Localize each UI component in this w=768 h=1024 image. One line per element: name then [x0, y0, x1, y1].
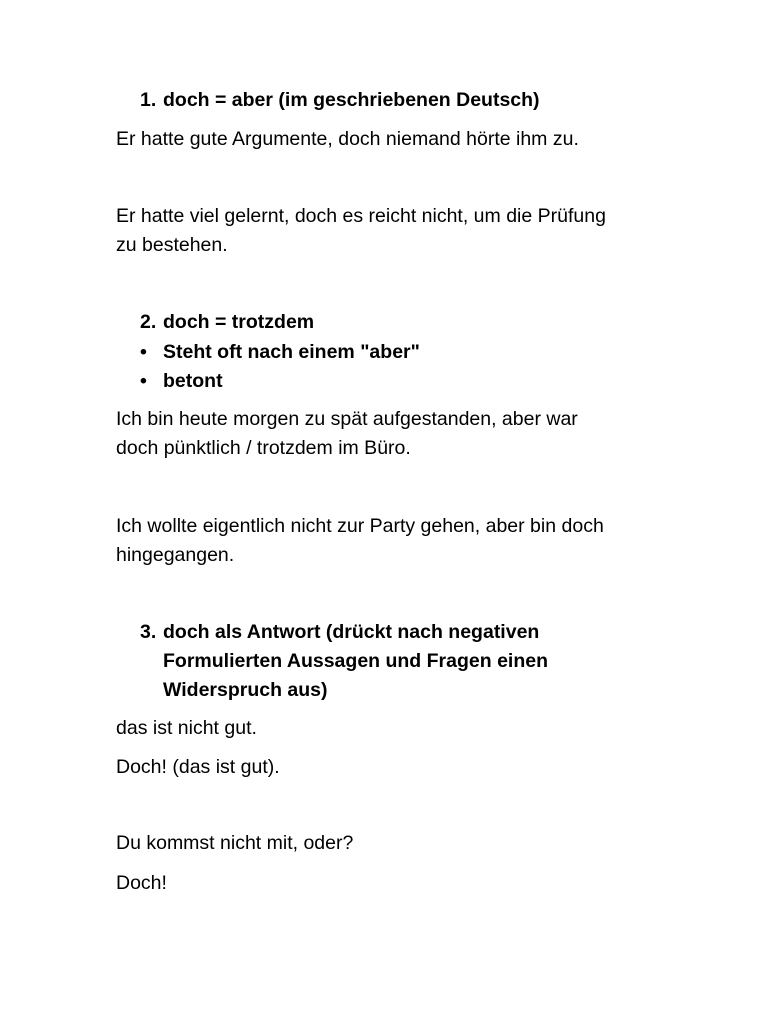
section-2-bullet-2-text: betont [163, 370, 223, 392]
section-1-heading [140, 86, 540, 115]
section-3-heading-line-1: doch als Antwort (drückt nach negativen [163, 621, 540, 643]
section-2-example-2-line-2: hingegangen. [116, 544, 235, 566]
section-2-bullet-1-text: Steht oft nach einem "aber" [163, 341, 420, 363]
section-3-heading-line-2: Formulierten Aussagen und Fragen einen [163, 650, 549, 672]
section-3-heading [140, 618, 539, 647]
section-3-number: 3. [140, 621, 157, 643]
section-3-example-2-reply: Doch! [116, 872, 167, 894]
section-3-example-1-statement: das ist nicht gut. [116, 717, 257, 739]
section-2-heading-text: doch = trotzdem [163, 311, 315, 333]
section-2-bullet-2 [140, 367, 223, 396]
section-3-example-1-reply: Doch! (das ist gut). [116, 756, 280, 778]
section-1-heading-text: doch = aber (im geschriebenen Deutsch) [163, 89, 540, 111]
section-3-example-2-question: Du kommst nicht mit, oder? [116, 832, 354, 854]
section-2-example-2-line-1: Ich wollte eigentlich nicht zur Party gehen, aber bin doch [116, 515, 604, 537]
section-2-heading [140, 308, 314, 337]
section-2-example-1-line-2: doch pünktlich / trotzdem im Büro. [116, 437, 411, 459]
section-1-example-1: Er hatte gute Argumente, doch niemand hörte ihm zu. [116, 128, 579, 150]
section-2-bullet-1 [140, 338, 420, 367]
section-2-number: 2. [140, 311, 157, 333]
section-1-example-2-line-1: Er hatte viel gelernt, doch es reicht nicht, um die Prüfung [116, 205, 606, 227]
section-1-number: 1. [140, 89, 157, 111]
bullet-glyph: • [140, 370, 147, 392]
section-1-example-2-line-2: zu bestehen. [116, 234, 228, 256]
section-3-heading-line-3: Widerspruch aus) [163, 679, 328, 701]
section-2-example-1-line-1: Ich bin heute morgen zu spät aufgestanden, aber war [116, 408, 578, 430]
bullet-glyph: • [140, 341, 147, 363]
